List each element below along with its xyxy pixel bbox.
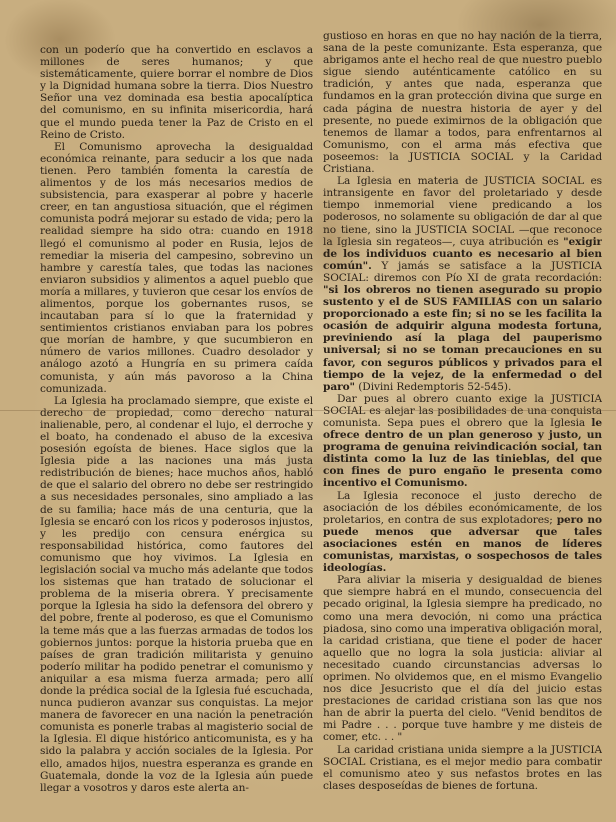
programa-text: le ofrece dentro de un plan generoso y justo, un programa de genuina reivindicación social, tan distinta como la luz de las tinieblas, del que con fines de puro engaño le presenta como incentivo el Comunismo. [323,417,602,490]
citation: (Divini Redemptoris 52-545). [358,380,512,393]
encyclical-quote: "si los obreros no tienen asegurado su propio sustento y el de SUS FAMILIAS con un salario proporcionado a este fin; si no se les facilita la ocasión de adquirir alguna modesta fortuna, previniendo así la plaga del pauperismo universal; si no se toman precauciones en su favor, con seguros públicos y privados para el tiempo de la vejez, de la enfermedad o del paro" [323,283,602,393]
text-columns [40,30,602,814]
right-paragraph-4 [323,490,602,575]
left-paragraph-2: El Comunismo aprovecha la desigualdad económica reinante, para seducir a los que nada tienen. Pero también fomenta la carestía de alimentos y de los más necesarios medios de subsistencia, para exasperar al pobre y hacerle creer, en tan angustiosa situación, que el régimen comunista podrá mejorar su estado de vida; pero la realidad siempre ha sido otra: cuando en 1918 llegó el comunismo al poder en Rusia, lejos de remediar la miseria del campesino, sobrevino un hambre y carestía tales, que todas las naciones enviaron subsidios y alimentos a aquel pueblo que moría a millares, y tuvieron que cesar los envíos de alimentos, porque los gobernantes rusos, se incautaban para sí lo que la fraternidad y sentimientos cristianos enviaban para los pobres que morían de hambre, y que sucumbieron en número de varios millones. Cuadro desolador y análogo azotó a Hungría en su primera caída comunista, y aún más pavoroso a la China comunizada. [40,140,314,395]
right-paragraph-2 [323,175,602,393]
lideres-text: pero no puede menos que adversar que tales asociaciones estén en manos de líderes comunistas, marxistas, o sospechosos de tales ideologías. [323,513,602,575]
bien-comun-quote: "exigir de los individuos cuanto es necesario al bien común". [323,235,602,272]
left-column [40,44,313,814]
justicia-intro: La Iglesia en materia de JUSTICIA SOCIAL es intransigente en favor del proletariado y desde tiempo inmemorial viene predicando a los poderosos, no solamente su obligación de dar al que no tiene, sino la JUSTICIA SOCIAL —que reconoce la Iglesia sin regateos—, cuya atribución es [323,175,602,248]
pio-xi-intro: Y jamás se satisface a la JUSTICIA SOCIAL: diremos con Pío XI de grata recordación: [323,259,602,284]
page-fold-line [0,410,616,411]
obrero-intro: Dar pues al obrero cuanto exige la JUSTICIA SOCIAL es alejar las posibilidades de una conquista comunista. Sepa pues el obrero que la Iglesia [323,392,602,429]
right-paragraph-3 [323,393,602,490]
asociacion-text: La Iglesia reconoce el justo derecho de asociación de los débiles económicamente, de los proletarios, en contra de sus explotadores; [323,489,602,526]
right-paragraph-5: Para aliviar la miseria y desigualdad de bienes que siempre habrá en el mundo, consecuencia del pecado original, la Iglesia siempre ha predicado, no como una mera devoción, ni como una práctica piadosa, sino como una imperativa obligación moral, la caridad cristiana, que tiene el poder de hacer aquello que no logra la sola justicia: aliviar al necesitado cuando circunstancias adversas lo oprimen. No olvidemos que, en el mismo Evangelio nos dice Jesucristo que el día del juicio estas prestaciones de caridad cristiana son las que nos han de abrir la puerta del cielo. "Venid benditos de mi Padre . . . porque tuve hambre y me disteis de comer, etc. . . " [323,574,602,744]
right-paragraph-1: gustioso en horas en que no hay nación de la tierra, sana de la peste comunizante. Esta esperanza, que abrigamos ante el hecho real de que nuestro pueblo sigue siendo auténticamente católico en su tradición, y antes que nada, esperanza que fundamos en la gran protección divina que surge en cada página de nuestra historia de ayer y del presente, no puede eximirnos de la obligación que tenemos de llamar a todos, para enfrentarnos al Comunismo, con el arma más efectiva que poseemos: la JUSTICIA SOCIAL y la Caridad Cristiana. [323,30,602,176]
right-column [323,30,602,820]
left-paragraph-3: La Iglesia ha proclamado siempre, que existe el derecho de propiedad, como derecho natural inalienable, pero, al condenar el lujo, el derroche y el boato, ha condenado el abuso de la excesiva posesión egoísta de bienes. Hace siglos que la Iglesia pide a las naciones una más justa redistribución de bienes; hace muchos años, habló de que el salario del obrero no debe ser restringido a sus necesidades personales, sino ampliado a las de su familia; hace más de una centuria, que la Iglesia se encaró con los ricos y poderosos injustos, y les predijo con censura enérgica su responsabilidad histórica, como fautores del comunismo que hoy vivimos. La Iglesia en legislación social va mucho más adelante que todos los sistemas que han tratado de solucionar el problema de la miseria obrera. Y precisamente porque la Iglesia ha sido la defensora del obrero y del pobre, frente al poderoso, es que el Comunismo la teme más que a las fuerzas armadas de todos los gobiernos juntos: porque la historia prueba que en países de gran tradición militarista y genuino poderío militar ha podido penetrar el comunismo y aniquilar a esa misma fuerza armada; pero allí donde la prédica social de la Iglesia fué escuchada, nunca pudieron avanzar sus conquistas. La mejor manera de favorecer en una nación la penetración comunista es ponerle trabas al magisterio social de la Iglesia. El dique histórico anticomunista, es y ha sido la palabra y acción sociales de la Iglesia. Por ello, amados hijos, nuestra esperanza es grande en Guatemala, donde la voz de la Iglesia aún puede llegar a vosotros y daros este alerta an- [40,394,314,794]
left-paragraph-1: con un poderío que ha convertido en esclavos a millones de seres humanos; y que sistemáticamente, quiere borrar el nombre de Dios y la Dignidad humana sobre la tierra. Dios Nuestro Señor una vez dominada esa bestia apocalíptica del comunismo, en su infinita misericordia, hará que el mundo pueda tener la Paz de Cristo en el Reino de Cristo. [40,44,314,141]
right-paragraph-6: La caridad cristiana unida siempre a la JUSTICIA SOCIAL Cristiana, es el mejor medio para combatir el comunismo ateo y sus nefastos brotes en las clases desposeídas de bienes de fortuna. [323,743,602,792]
